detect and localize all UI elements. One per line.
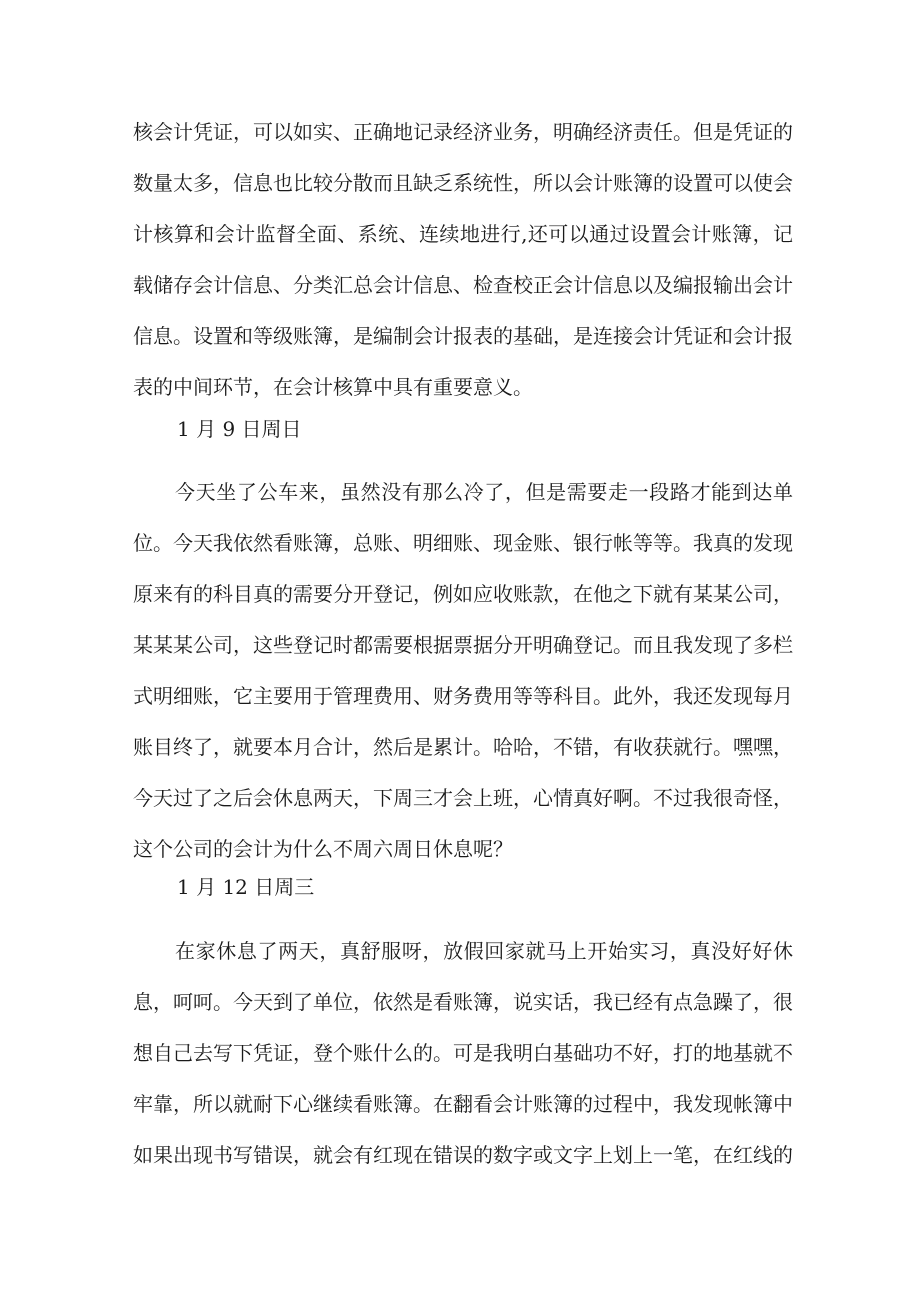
paragraph-line: 表的中间环节，在会计核算中具有重要意义。 <box>133 375 533 399</box>
paragraph-line: 数量太多，信息也比较分散而且缺乏系统性，所以会计账簿的设置可以使会 <box>133 171 793 195</box>
paragraph-3 <box>133 926 793 1181</box>
paragraph-line: 核会计凭证，可以如实、正确地记录经济业务，明确经济责任。但是凭证的 <box>133 120 793 144</box>
paragraph-line: 信息。设置和等级账簿，是编制会计报表的基础，是连接会计凭证和会计报 <box>133 324 793 348</box>
paragraph-line: 息，呵呵。今天到了单位，依然是看账簿，说实话，我已经有点急躁了，很 <box>133 990 793 1014</box>
paragraph-line: 如果出现书写错误，就会有红现在错误的数字或文字上划上一笔，在红线的 <box>133 1143 793 1167</box>
paragraph-line: 式明细账，它主要用于管理费用、财务费用等等科目。此外，我还发现每月 <box>133 684 793 708</box>
paragraph-line: 原来有的科目真的需要分开登记，例如应收账款，在他之下就有某某公司， <box>133 582 793 606</box>
paragraph-2 <box>133 467 793 875</box>
paragraph-line: 载储存会计信息、分类汇总会计信息、检查校正会计信息以及编报输出会计 <box>133 273 793 297</box>
paragraph-line: 账目终了，就要本月合计，然后是累计。哈哈，不错，有收获就行。嘿嘿， <box>133 735 793 759</box>
paragraph-line: 今天过了之后会休息两天，下周三才会上班，心情真好啊。不过我很奇怪， <box>133 786 793 810</box>
paragraph-1 <box>133 107 793 413</box>
date-heading-jan-12: 1 月 12 日周三 <box>177 875 315 899</box>
paragraph-line: 计核算和会计监督全面、系统、连续地进行,还可以通过设置会计账簿，记 <box>133 222 793 246</box>
paragraph-line: 某某某公司，这些登记时都需要根据票据分开明确登记。而且我发现了多栏 <box>133 633 793 657</box>
paragraph-line: 位。今天我依然看账簿，总账、明细账、现金账、银行帐等等。我真的发现 <box>133 531 793 555</box>
paragraph-line: 想自己去写下凭证，登个账什么的。可是我明白基础功不好，打的地基就不 <box>133 1041 793 1065</box>
date-heading-jan-9: 1 月 9 日周日 <box>177 417 302 441</box>
paragraph-line: 牢靠，所以就耐下心继续看账簿。在翻看会计账簿的过程中，我发现帐簿中 <box>133 1092 793 1116</box>
paragraph-line: 在家休息了两天，真舒服呀，放假回家就马上开始实习，真没好好休 <box>175 939 793 963</box>
paragraph-line: 今天坐了公车来，虽然没有那么冷了，但是需要走一段路才能到达单 <box>175 480 793 504</box>
paragraph-line: 这个公司的会计为什么不周六周日休息呢？ <box>133 837 513 861</box>
